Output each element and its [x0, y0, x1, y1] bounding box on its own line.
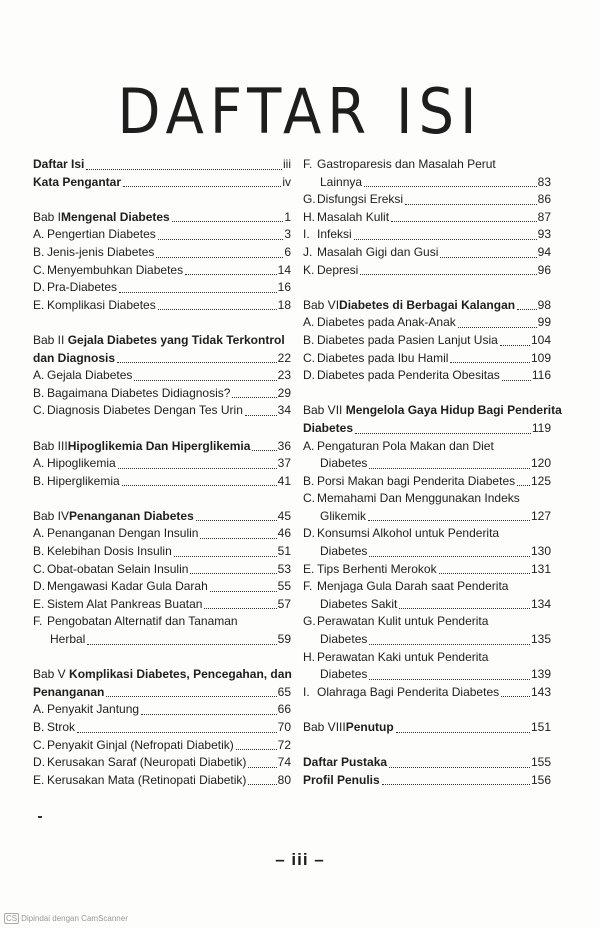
toc-entry [303, 543, 551, 561]
toc-entry [303, 666, 551, 684]
entry-page: 96 [537, 262, 551, 277]
toc-entry [303, 455, 551, 473]
entry-title: Komplikasi Diabetes, Pencegahan, dan [69, 667, 292, 682]
entry-page: 109 [530, 350, 551, 365]
toc-entry [303, 613, 551, 631]
entry-title: Tips Berhenti Merokok [317, 561, 437, 576]
entry-title: Diabetes pada Penderita Obesitas [317, 368, 500, 383]
leader-dots [517, 309, 537, 310]
leader-dots [369, 679, 530, 680]
entry-number: G. [303, 192, 316, 207]
entry-title: Pra-Diabetes [47, 280, 118, 295]
entry-title: Konsumsi Alkohol untuk Penderita [317, 526, 500, 541]
toc-entry [33, 596, 291, 614]
entry-page: 18 [277, 297, 291, 312]
entry-page: 139 [530, 667, 551, 682]
toc-entry [33, 244, 291, 262]
toc-entry [33, 737, 291, 755]
entry-title: Profil Penulis [303, 772, 380, 787]
toc-entry [33, 754, 291, 772]
chapter-prefix: Bab IV [33, 508, 70, 523]
entry-title: Kelebihan Dosis Insulin [47, 544, 172, 559]
entry-number: G. [303, 614, 316, 629]
entry-number: B. [33, 473, 45, 488]
entry-title: Kata Pengantar [33, 174, 122, 189]
entry-title: Penyakit Jantung [47, 702, 140, 717]
leader-dots [87, 644, 276, 645]
entry-page: 80 [277, 772, 291, 787]
scanner-watermark [4, 913, 128, 924]
entry-page: 1 [284, 209, 291, 224]
entry-page: 87 [537, 209, 551, 224]
leader-dots [248, 767, 276, 768]
leader-dots [364, 186, 537, 187]
entry-title: Mengelola Gaya Hidup Bagi Penderita [345, 403, 562, 418]
toc-entry [303, 490, 551, 508]
entry-number: E. [33, 297, 45, 312]
entry-number: C. [33, 561, 45, 576]
leader-dots [502, 380, 531, 381]
entry-title: Kerusakan Mata (Retinopati Diabetik) [47, 772, 247, 787]
entry-title: Menyembuhkan Diabetes [47, 262, 184, 277]
leader-dots [369, 644, 530, 645]
toc-entry [33, 473, 291, 491]
entry-title: Penanganan Dengan Insulin [47, 526, 199, 541]
leader-dots [252, 450, 276, 451]
entry-title-continued: Glikemik [320, 508, 367, 523]
leader-dots [156, 257, 283, 258]
entry-page: 65 [277, 684, 291, 699]
toc-entry [303, 226, 551, 244]
entry-title: Pengaturan Pola Makan dan Diet [317, 438, 494, 453]
toc-entry [303, 209, 551, 227]
entry-page: 155 [530, 755, 551, 770]
entry-title: Kerusakan Saraf (Neuropati Diabetik) [47, 755, 247, 770]
leader-dots [355, 433, 531, 434]
entry-page: 74 [277, 755, 291, 770]
entry-page: 53 [277, 561, 291, 576]
leader-dots [118, 468, 277, 469]
leader-dots [248, 784, 276, 785]
leader-dots [196, 520, 277, 521]
toc-entry [33, 350, 291, 368]
entry-page: 70 [277, 720, 291, 734]
entry-title: Porsi Makan bagi Penderita Diabetes [317, 473, 516, 488]
leader-dots [123, 186, 281, 187]
entry-title: Penutup [345, 720, 394, 734]
leader-dots [245, 415, 277, 416]
entry-page: 116 [531, 368, 551, 383]
leader-dots [389, 767, 530, 768]
toc-entry [303, 244, 551, 262]
toc-entry [33, 209, 291, 227]
entry-page: 151 [530, 720, 551, 734]
entry-page: 99 [537, 315, 551, 330]
toc-entry [303, 684, 551, 702]
leader-dots [399, 608, 530, 609]
entry-title-continued: Diabetes [320, 456, 368, 471]
entry-title: Daftar Pustaka [303, 755, 388, 770]
entry-title: Hipoglikemia [47, 456, 116, 471]
chapter-prefix: Bab VI [303, 297, 340, 312]
chapter-prefix: Bab VII [303, 403, 346, 418]
leader-dots [185, 274, 277, 275]
toc-entry [303, 525, 551, 543]
entry-page: 125 [530, 473, 551, 488]
leader-dots [369, 556, 530, 557]
toc-entry [303, 561, 551, 579]
entry-title: Perawatan Kulit untuk Penderita [317, 614, 489, 629]
entry-page: 45 [277, 508, 291, 523]
toc-entry [303, 402, 562, 420]
entry-number: C. [33, 737, 45, 752]
entry-number: D. [303, 368, 315, 383]
leader-dots [236, 749, 277, 750]
entry-page: 104 [530, 332, 551, 347]
toc-entry [303, 596, 551, 614]
toc-entry [33, 438, 291, 456]
entry-title: Bagaimana Diabetes Didiagnosis? [47, 385, 231, 400]
toc-entry [303, 262, 551, 280]
entry-page: 51 [277, 544, 291, 559]
entry-number: C. [33, 403, 45, 418]
leader-dots [141, 714, 277, 715]
toc-entry [303, 420, 551, 438]
entry-page: 120 [530, 456, 551, 471]
toc-left-column [33, 156, 291, 789]
entry-number: C. [303, 350, 315, 365]
toc-entry [303, 578, 551, 596]
toc-entry [303, 649, 551, 667]
chapter-prefix: Bab I [33, 209, 62, 224]
entry-title: Gejala Diabetes yang Tidak Terkontrol [67, 332, 285, 347]
entry-number: A. [33, 702, 45, 717]
entry-title-continued: Diabetes Sakit [320, 596, 398, 611]
entry-page: 130 [530, 544, 551, 559]
entry-page: 29 [277, 385, 291, 400]
leader-dots [204, 608, 276, 609]
toc-entry [303, 350, 551, 368]
leader-dots [158, 239, 284, 240]
leader-dots [134, 380, 276, 381]
chapter-prefix: Bab III [33, 438, 68, 453]
chapter-prefix: Bab II [33, 332, 68, 347]
entry-title: Hiperglikemia [47, 473, 120, 488]
toc-entry [33, 543, 291, 561]
entry-number: F. [303, 579, 313, 594]
entry-page: 66 [277, 702, 291, 717]
leader-dots [200, 538, 276, 539]
leader-dots [174, 556, 277, 557]
entry-page: 22 [277, 350, 291, 365]
camscanner-logo-icon: CS [6, 914, 18, 923]
entry-number: E. [33, 596, 45, 611]
entry-page: 59 [277, 632, 291, 647]
entry-page: 156 [530, 772, 551, 787]
entry-page: 135 [530, 632, 551, 647]
leader-dots [368, 520, 530, 521]
leader-dots [391, 221, 537, 222]
toc-entry [303, 174, 551, 192]
entry-page: 119 [531, 420, 551, 435]
leader-dots [500, 345, 530, 346]
entry-number: A. [33, 526, 45, 541]
entry-number: F. [33, 614, 43, 629]
toc-entry [33, 525, 291, 543]
page-title: DAFTAR ISI [117, 76, 483, 149]
entry-number: B. [33, 385, 45, 400]
toc-entry [303, 297, 551, 315]
leader-dots [369, 468, 530, 469]
entry-title: Pengertian Diabetes [47, 227, 156, 242]
entry-title: Menjaga Gula Darah saat Penderita [317, 579, 509, 594]
toc-entry [33, 684, 291, 702]
entry-page: 94 [537, 244, 551, 259]
entry-title-continued: Lainnya [320, 174, 363, 189]
leader-dots [117, 362, 277, 363]
entry-number: B. [303, 473, 315, 488]
entry-page: 36 [277, 438, 291, 453]
toc-entry [33, 279, 291, 297]
scanner-text: Dipindai dengan CamScanner [21, 914, 128, 923]
leader-dots [172, 221, 284, 222]
entry-number: D. [33, 755, 45, 770]
entry-page: 41 [277, 473, 291, 488]
entry-page: 86 [537, 192, 551, 207]
toc-entry [303, 772, 551, 790]
entry-number: A. [33, 456, 45, 471]
leader-dots [396, 732, 530, 733]
entry-title: Mengenal Diabetes [61, 209, 170, 224]
toc-entry [33, 455, 291, 473]
entry-number: E. [33, 772, 45, 787]
entry-number: H. [303, 209, 315, 224]
entry-number: B. [33, 720, 45, 734]
leader-dots [158, 309, 277, 310]
entry-page: 143 [530, 684, 551, 699]
entry-number: I. [303, 227, 310, 242]
entry-page: 72 [277, 737, 291, 752]
toc-entry [303, 156, 551, 174]
toc-entry [33, 174, 291, 192]
leader-dots [517, 485, 530, 486]
toc-entry [303, 473, 551, 491]
entry-title: Strok [47, 720, 76, 734]
entry-title: Sistem Alat Pankreas Buatan [47, 596, 203, 611]
toc-entry [33, 701, 291, 719]
entry-title: Infeksi [317, 227, 352, 242]
leader-dots [354, 239, 537, 240]
leader-dots [122, 485, 277, 486]
entry-page: 134 [530, 596, 551, 611]
entry-title: Memahami Dan Menggunakan Indeks [317, 491, 520, 506]
toc-entry [33, 367, 291, 385]
leader-dots [119, 292, 277, 293]
toc-entry [33, 631, 291, 649]
entry-page: 55 [277, 579, 291, 594]
leader-dots [232, 397, 276, 398]
entry-title: Penanganan Diabetes [69, 508, 194, 523]
entry-page: 57 [277, 596, 291, 611]
toc-entry [33, 402, 291, 420]
entry-title: Pengobatan Alternatif dan Tanaman [47, 614, 238, 629]
entry-page: iv [282, 174, 291, 189]
entry-number: E. [303, 561, 315, 576]
entry-page: 3 [284, 227, 291, 242]
entry-title-continued: Diabetes [320, 544, 368, 559]
toc-entry [33, 385, 291, 403]
toc-entry [303, 508, 551, 526]
entry-title: Masalah Gigi dan Gusi [317, 244, 439, 259]
toc-entry [303, 191, 551, 209]
entry-title: Jenis-jenis Diabetes [47, 244, 155, 259]
toc-entry [303, 332, 551, 350]
entry-page: 14 [277, 262, 291, 277]
entry-title: Gastroparesis dan Masalah Perut [317, 157, 496, 171]
toc-entry [303, 754, 551, 772]
leader-dots [439, 573, 530, 574]
entry-title: Diabetes pada Pasien Lanjut Usia [317, 332, 498, 347]
entry-number: K. [303, 262, 315, 277]
entry-page: 6 [284, 244, 291, 259]
entry-number: D. [33, 579, 45, 594]
entry-number: C. [33, 262, 45, 277]
entry-title-continued: Herbal [50, 632, 86, 647]
entry-title-continued: Diabetes [320, 667, 368, 682]
toc-entry [303, 631, 551, 649]
toc-entry [33, 297, 291, 315]
entry-title: Diabetes pada Anak-Anak [317, 315, 456, 330]
leader-dots [190, 573, 276, 574]
entry-page: 23 [277, 368, 291, 383]
toc-entry [303, 314, 551, 332]
entry-title: Penyakit Ginjal (Nefropati Diabetik) [47, 737, 234, 752]
entry-title: Diagnosis Diabetes Dengan Tes Urin [47, 403, 243, 418]
toc-entry [33, 561, 291, 579]
chapter-prefix: Bab V [33, 667, 70, 682]
entry-title: Obat-obatan Selain Insulin [47, 561, 189, 576]
entry-title: Diabetes di Berbagai Kalangan [339, 297, 516, 312]
entry-title: Hipoglikemia Dan Hiperglikemia [67, 438, 251, 453]
entry-title: Disfungsi Ereksi [317, 192, 404, 207]
entry-page: iii [283, 157, 291, 171]
entry-number: B. [303, 332, 315, 347]
toc-entry [33, 262, 291, 280]
entry-number: J. [303, 244, 313, 259]
toc-entry [303, 719, 551, 737]
toc-entry [33, 156, 291, 174]
entry-title-continued: Diabetes [303, 420, 354, 435]
toc-entry [33, 226, 291, 244]
toc-entry [33, 666, 291, 684]
leader-dots [501, 696, 530, 697]
toc-right-column [303, 156, 562, 789]
entry-page: 127 [530, 508, 551, 523]
toc-entry [33, 719, 291, 737]
entry-title-continued: Penanganan [33, 684, 105, 699]
entry-title: Mengawasi Kadar Gula Darah [47, 579, 208, 594]
leader-dots [382, 784, 530, 785]
leader-dots [458, 327, 537, 328]
leader-dots [86, 169, 282, 170]
entry-page: 37 [277, 456, 291, 471]
toc-entry [33, 772, 291, 790]
entry-number: I. [303, 684, 310, 699]
entry-title: Perawatan Kaki untuk Penderita [317, 649, 489, 664]
leader-dots [77, 732, 277, 733]
entry-page: 98 [537, 297, 551, 312]
leader-dots [360, 274, 536, 275]
entry-title: Gejala Diabetes [47, 368, 133, 383]
entry-page: 16 [277, 280, 291, 295]
entry-number: F. [303, 157, 313, 171]
entry-page: 34 [277, 403, 291, 418]
chapter-prefix: Bab VIII [303, 720, 346, 734]
entry-title: Masalah Kulit [317, 209, 390, 224]
entry-number: H. [303, 649, 315, 664]
leader-dots [440, 257, 536, 258]
entry-title: Diabetes pada Ibu Hamil [317, 350, 449, 365]
entry-page: 93 [537, 227, 551, 242]
entry-number: B. [33, 544, 45, 559]
leader-dots [106, 696, 276, 697]
leader-dots [450, 362, 530, 363]
entry-title: Daftar Isi [33, 157, 85, 171]
entry-title: Olahraga Bagi Penderita Diabetes [317, 684, 500, 699]
toc-entry [33, 578, 291, 596]
entry-title-continued: dan Diagnosis [33, 350, 116, 365]
toc-entry [33, 613, 291, 631]
entry-number: D. [303, 526, 315, 541]
entry-number: A. [33, 227, 45, 242]
toc-entry [303, 438, 551, 456]
entry-number: B. [33, 244, 45, 259]
entry-page: 131 [530, 561, 551, 576]
entry-number: A. [303, 438, 315, 453]
entry-number: C. [303, 491, 315, 506]
toc-entry [303, 367, 551, 385]
toc-entry [33, 332, 291, 350]
entry-title-continued: Diabetes [320, 632, 368, 647]
stray-mark [38, 816, 42, 818]
entry-page: 46 [277, 526, 291, 541]
leader-dots [210, 591, 277, 592]
entry-page: 83 [537, 174, 551, 189]
entry-number: A. [33, 368, 45, 383]
page-number: – iii – [275, 850, 325, 869]
entry-title: Depresi [317, 262, 359, 277]
toc-entry [33, 508, 291, 526]
entry-number: A. [303, 315, 315, 330]
leader-dots [405, 204, 537, 205]
entry-title: Komplikasi Diabetes [47, 297, 156, 312]
entry-number: D. [33, 280, 45, 295]
